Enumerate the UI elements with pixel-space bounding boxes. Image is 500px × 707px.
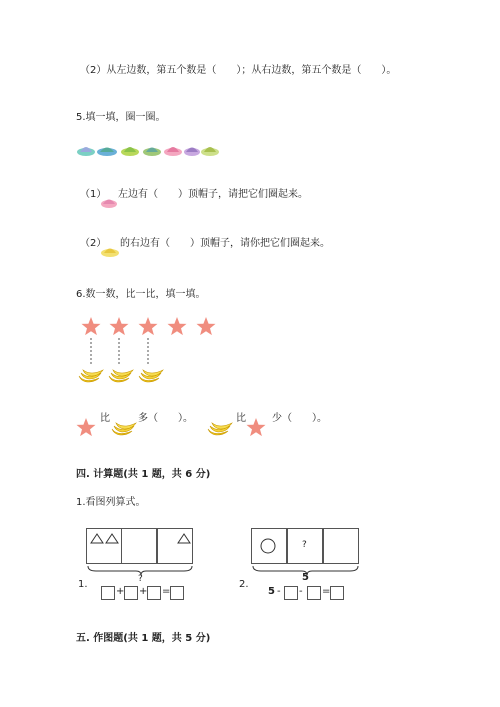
fig1-plus1: + (116, 586, 125, 597)
hat-icon (184, 148, 200, 157)
fig2-lead-number: 5 (268, 586, 275, 597)
fig1-label: 1. (78, 579, 88, 590)
fig2-total: 5 (302, 572, 309, 583)
hat-icon (121, 147, 139, 156)
star-icon (82, 317, 101, 335)
fig1-box-empty (121, 528, 157, 564)
q4-part2-text: （2）从左边数，第五个数是（ ）；从右边数，第五个数是（ ）。 (80, 65, 397, 76)
q5-part1-text: 左边有（ ）顶帽子，请把它们圈起来。 (118, 189, 308, 200)
star-icon (77, 418, 96, 436)
fig2-minus1: - (277, 586, 281, 597)
fig1-question-mark: ? (138, 574, 143, 584)
fig1-box-triangle (157, 528, 193, 564)
star-icon (168, 317, 187, 335)
fig1-answer-box[interactable] (147, 586, 161, 600)
fig1-equals: = (162, 586, 171, 597)
hat-icon (97, 148, 117, 157)
section4-heading: 四. 计算题(共 1 题，共 6 分) (76, 469, 211, 480)
triangle-icon (158, 529, 192, 563)
q5-part1-prefix: （1） (80, 189, 107, 200)
star-icon (139, 317, 158, 335)
fig2-answer-box[interactable] (307, 586, 321, 600)
fig1-box-triangles (86, 528, 122, 564)
compare1-bi: 比 (100, 413, 110, 424)
q5-part2-text: 的右边有（ ）顶帽子，请你把它们圈起来。 (120, 238, 330, 249)
banana-icon (109, 370, 133, 382)
star-icon (110, 317, 129, 335)
fig2-minus2: - (299, 586, 303, 597)
fig2-box-question (287, 528, 323, 564)
banana-icon (208, 423, 232, 435)
circle-icon (252, 529, 286, 563)
fig2-answer-box[interactable] (284, 586, 298, 600)
star-icon (247, 418, 266, 436)
banana-icon (112, 423, 136, 435)
triangle-icon (87, 529, 121, 563)
banana-icon (139, 370, 163, 382)
fig2-box-empty (323, 528, 359, 564)
banana-icon (79, 370, 103, 382)
q5-title: 5.填一填，圈一圈。 (76, 112, 166, 123)
fig2-box-circle (251, 528, 287, 564)
fig1-answer-box[interactable] (170, 586, 184, 600)
compare2-bi: 比 (236, 413, 246, 424)
compare2-shao: 少（ ）。 (272, 413, 327, 424)
section5-heading: 五. 作图题(共 1 题，共 5 分) (76, 633, 211, 644)
fig1-plus2: + (139, 586, 148, 597)
q5-part2-prefix: （2） (80, 238, 107, 249)
fig2-label: 2. (239, 579, 249, 590)
section4-q1-title: 1.看图列算式。 (76, 497, 146, 508)
hat-icon (143, 148, 161, 157)
hat-icon (77, 147, 95, 156)
hat-icon (201, 147, 219, 156)
fig2-equals: = (322, 586, 331, 597)
q6-title: 6.数一数，比一比，填一填。 (76, 289, 206, 300)
star-icon (197, 317, 216, 335)
fig2-question-mark: ? (302, 540, 307, 550)
fig1-answer-box[interactable] (101, 586, 115, 600)
compare1-duo: 多（ ）。 (138, 413, 193, 424)
fig1-answer-box[interactable] (124, 586, 138, 600)
hat-icon (164, 147, 182, 156)
fig2-answer-box[interactable] (330, 586, 344, 600)
